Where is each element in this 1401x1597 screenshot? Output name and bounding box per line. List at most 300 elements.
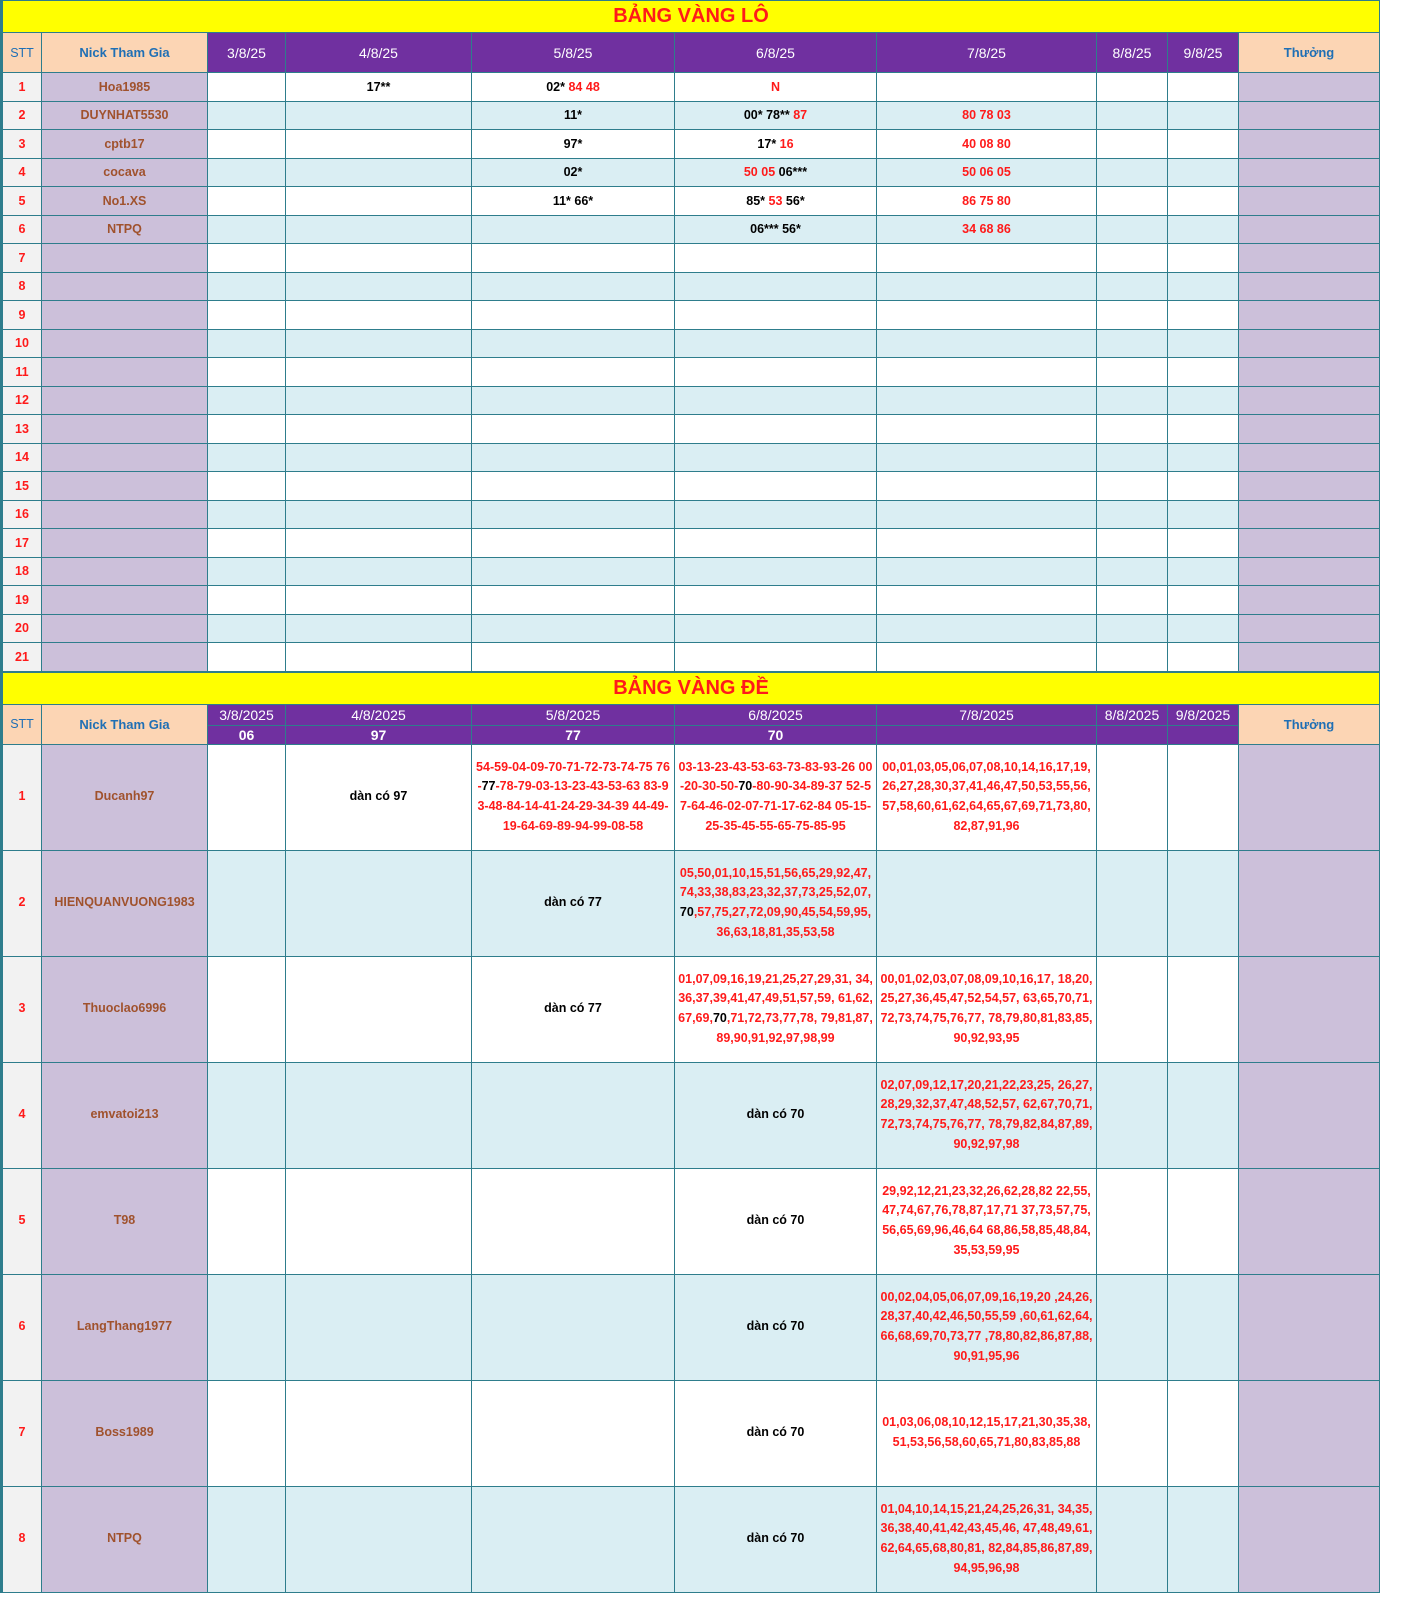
lo-entry-cell[interactable]	[286, 130, 472, 159]
lo-entry-cell[interactable]	[286, 443, 472, 472]
lo-stt-cell[interactable]: 13	[3, 415, 42, 444]
lo-prize-cell[interactable]	[1239, 586, 1380, 615]
de-entry-cell[interactable]	[286, 744, 472, 850]
lo-entry-cell[interactable]	[286, 472, 472, 501]
lo-prize-cell[interactable]	[1239, 472, 1380, 501]
lo-nick-cell[interactable]	[42, 500, 208, 529]
lo-entry-cell[interactable]	[472, 101, 675, 130]
de-entry-cell[interactable]	[1168, 956, 1239, 1062]
de-entry-cell[interactable]	[1168, 1380, 1239, 1486]
lo-entry-cell[interactable]	[675, 415, 877, 444]
lo-entry-cell[interactable]	[286, 529, 472, 558]
lo-stt-cell[interactable]: 8	[3, 272, 42, 301]
de-stt-cell[interactable]: 8	[3, 1486, 42, 1592]
lo-nick-cell[interactable]	[42, 358, 208, 387]
de-prize-cell[interactable]	[1239, 1168, 1380, 1274]
de-result-cell[interactable]	[1168, 725, 1239, 744]
lo-stt-cell[interactable]: 4	[3, 158, 42, 187]
lo-entry-cell[interactable]	[1097, 187, 1168, 216]
de-nick-cell[interactable]: Thuoclao6996	[42, 956, 208, 1062]
lo-entry-cell[interactable]	[1168, 187, 1239, 216]
lo-date-header[interactable]: 5/8/25	[472, 33, 675, 73]
de-result-cell[interactable]	[1097, 725, 1168, 744]
lo-prize-cell[interactable]	[1239, 73, 1380, 102]
de-stt-cell[interactable]: 7	[3, 1380, 42, 1486]
lo-entry-cell[interactable]	[208, 443, 286, 472]
lo-entry-cell[interactable]	[286, 301, 472, 330]
lo-entry-cell[interactable]	[286, 586, 472, 615]
lo-entry-cell[interactable]	[472, 443, 675, 472]
lo-stt-cell[interactable]: 11	[3, 358, 42, 387]
lo-entry-cell[interactable]	[286, 643, 472, 672]
lo-stt-cell[interactable]: 1	[3, 73, 42, 102]
lo-entry-cell[interactable]	[1097, 472, 1168, 501]
lo-entry-cell[interactable]	[1097, 358, 1168, 387]
de-prize-cell[interactable]	[1239, 744, 1380, 850]
lo-entry-cell[interactable]	[1097, 301, 1168, 330]
lo-entry-cell[interactable]	[286, 187, 472, 216]
lo-entry-cell[interactable]	[472, 301, 675, 330]
lo-prize-cell[interactable]	[1239, 301, 1380, 330]
lo-entry-cell[interactable]	[1168, 358, 1239, 387]
lo-entry-cell[interactable]	[208, 358, 286, 387]
lo-entry-cell[interactable]	[472, 215, 675, 244]
lo-nick-cell[interactable]: Hoa1985	[42, 73, 208, 102]
lo-nick-cell[interactable]	[42, 301, 208, 330]
lo-nick-cell[interactable]	[42, 329, 208, 358]
de-nick-cell[interactable]: Ducanh97	[42, 744, 208, 850]
lo-entry-cell[interactable]	[208, 187, 286, 216]
de-result-cell[interactable]: 70	[675, 725, 877, 744]
de-entry-cell[interactable]	[286, 956, 472, 1062]
lo-entry-cell[interactable]	[675, 386, 877, 415]
de-nick-cell[interactable]: LangThang1977	[42, 1274, 208, 1380]
de-entry-cell[interactable]	[877, 1380, 1097, 1486]
de-entry-cell[interactable]	[1168, 850, 1239, 956]
lo-stt-cell[interactable]: 19	[3, 586, 42, 615]
de-entry-cell[interactable]	[286, 1274, 472, 1380]
lo-date-header[interactable]: 7/8/25	[877, 33, 1097, 73]
de-entry-cell[interactable]	[472, 1380, 675, 1486]
lo-entry-cell[interactable]	[1168, 472, 1239, 501]
lo-entry-cell[interactable]	[1097, 329, 1168, 358]
lo-prize-cell[interactable]	[1239, 158, 1380, 187]
lo-entry-cell[interactable]	[472, 643, 675, 672]
lo-entry-cell[interactable]	[286, 557, 472, 586]
de-entry-cell[interactable]	[1097, 850, 1168, 956]
lo-stt-cell[interactable]: 12	[3, 386, 42, 415]
de-entry-cell[interactable]	[208, 1486, 286, 1592]
lo-prize-cell[interactable]	[1239, 557, 1380, 586]
lo-prize-cell[interactable]	[1239, 244, 1380, 273]
lo-entry-cell[interactable]	[877, 415, 1097, 444]
de-entry-cell[interactable]	[472, 1168, 675, 1274]
lo-entry-cell[interactable]	[286, 386, 472, 415]
lo-entry-cell[interactable]	[1097, 586, 1168, 615]
de-entry-cell[interactable]	[877, 1062, 1097, 1168]
lo-nick-cell[interactable]	[42, 529, 208, 558]
lo-entry-cell[interactable]	[1168, 244, 1239, 273]
lo-entry-cell[interactable]	[1168, 329, 1239, 358]
de-entry-cell[interactable]	[675, 850, 877, 956]
lo-entry-cell[interactable]	[877, 443, 1097, 472]
lo-entry-cell[interactable]	[675, 557, 877, 586]
lo-nick-cell[interactable]: cptb17	[42, 130, 208, 159]
lo-entry-cell[interactable]	[675, 500, 877, 529]
lo-entry-cell[interactable]	[208, 529, 286, 558]
lo-entry-cell[interactable]	[675, 614, 877, 643]
lo-entry-cell[interactable]	[472, 130, 675, 159]
de-entry-cell[interactable]	[286, 1168, 472, 1274]
lo-entry-cell[interactable]	[472, 500, 675, 529]
lo-prize-cell[interactable]	[1239, 101, 1380, 130]
lo-entry-cell[interactable]	[675, 529, 877, 558]
lo-entry-cell[interactable]	[877, 529, 1097, 558]
lo-prize-cell[interactable]	[1239, 329, 1380, 358]
lo-entry-cell[interactable]	[208, 101, 286, 130]
de-entry-cell[interactable]	[1168, 1486, 1239, 1592]
lo-nick-cell[interactable]	[42, 415, 208, 444]
lo-stt-header[interactable]: STT	[3, 33, 42, 73]
lo-entry-cell[interactable]	[286, 500, 472, 529]
lo-entry-cell[interactable]	[472, 187, 675, 216]
lo-entry-cell[interactable]	[675, 301, 877, 330]
de-prize-cell[interactable]	[1239, 1380, 1380, 1486]
lo-entry-cell[interactable]	[286, 358, 472, 387]
lo-entry-cell[interactable]	[877, 301, 1097, 330]
lo-date-header[interactable]: 8/8/25	[1097, 33, 1168, 73]
lo-entry-cell[interactable]	[208, 301, 286, 330]
lo-entry-cell[interactable]	[1168, 529, 1239, 558]
lo-prize-cell[interactable]	[1239, 643, 1380, 672]
lo-entry-cell[interactable]	[877, 557, 1097, 586]
lo-entry-cell[interactable]	[208, 244, 286, 273]
de-prize-cell[interactable]	[1239, 850, 1380, 956]
de-stt-cell[interactable]: 6	[3, 1274, 42, 1380]
lo-entry-cell[interactable]	[208, 614, 286, 643]
lo-nick-cell[interactable]	[42, 386, 208, 415]
lo-entry-cell[interactable]	[1097, 130, 1168, 159]
lo-stt-cell[interactable]: 6	[3, 215, 42, 244]
lo-entry-cell[interactable]	[286, 614, 472, 643]
de-entry-cell[interactable]	[286, 1380, 472, 1486]
de-entry-cell[interactable]	[208, 850, 286, 956]
lo-nick-cell[interactable]	[42, 443, 208, 472]
de-entry-cell[interactable]	[675, 744, 877, 850]
lo-entry-cell[interactable]	[286, 101, 472, 130]
lo-entry-cell[interactable]	[877, 215, 1097, 244]
lo-prize-cell[interactable]	[1239, 187, 1380, 216]
lo-entry-cell[interactable]	[877, 272, 1097, 301]
lo-prize-cell[interactable]	[1239, 130, 1380, 159]
de-entry-cell[interactable]	[877, 850, 1097, 956]
lo-entry-cell[interactable]	[208, 130, 286, 159]
lo-entry-cell[interactable]	[675, 130, 877, 159]
lo-entry-cell[interactable]	[1097, 101, 1168, 130]
lo-nick-cell[interactable]	[42, 272, 208, 301]
lo-stt-cell[interactable]: 5	[3, 187, 42, 216]
lo-nick-cell[interactable]	[42, 472, 208, 501]
lo-entry-cell[interactable]	[877, 130, 1097, 159]
lo-entry-cell[interactable]	[208, 472, 286, 501]
lo-stt-cell[interactable]: 10	[3, 329, 42, 358]
de-entry-cell[interactable]	[675, 1486, 877, 1592]
de-stt-cell[interactable]: 2	[3, 850, 42, 956]
lo-entry-cell[interactable]	[1168, 643, 1239, 672]
de-stt-cell[interactable]: 3	[3, 956, 42, 1062]
de-result-cell[interactable]: 97	[286, 725, 472, 744]
de-entry-cell[interactable]	[877, 1486, 1097, 1592]
de-entry-cell[interactable]	[1097, 956, 1168, 1062]
lo-prize-cell[interactable]	[1239, 386, 1380, 415]
de-date-header[interactable]: 8/8/2025	[1097, 704, 1168, 725]
lo-entry-cell[interactable]	[1168, 301, 1239, 330]
lo-entry-cell[interactable]	[208, 329, 286, 358]
lo-entry-cell[interactable]	[1168, 215, 1239, 244]
lo-prize-cell[interactable]	[1239, 529, 1380, 558]
de-entry-cell[interactable]	[877, 1168, 1097, 1274]
lo-entry-cell[interactable]	[472, 386, 675, 415]
de-entry-cell[interactable]	[1168, 744, 1239, 850]
de-entry-cell[interactable]	[472, 850, 675, 956]
lo-entry-cell[interactable]	[877, 472, 1097, 501]
de-stt-cell[interactable]: 1	[3, 744, 42, 850]
de-stt-header[interactable]: STT	[3, 704, 42, 744]
lo-entry-cell[interactable]	[472, 472, 675, 501]
lo-stt-cell[interactable]: 7	[3, 244, 42, 273]
lo-entry-cell[interactable]	[675, 272, 877, 301]
de-entry-cell[interactable]	[472, 744, 675, 850]
de-result-cell[interactable]: 77	[472, 725, 675, 744]
lo-entry-cell[interactable]	[675, 187, 877, 216]
de-stt-cell[interactable]: 5	[3, 1168, 42, 1274]
de-entry-cell[interactable]	[1097, 1380, 1168, 1486]
lo-entry-cell[interactable]	[208, 272, 286, 301]
lo-entry-cell[interactable]	[1097, 643, 1168, 672]
de-entry-cell[interactable]	[675, 1380, 877, 1486]
lo-entry-cell[interactable]	[1168, 557, 1239, 586]
lo-stt-cell[interactable]: 15	[3, 472, 42, 501]
lo-stt-cell[interactable]: 2	[3, 101, 42, 130]
lo-prize-cell[interactable]	[1239, 215, 1380, 244]
de-entry-cell[interactable]	[208, 1062, 286, 1168]
lo-entry-cell[interactable]	[1097, 443, 1168, 472]
de-entry-cell[interactable]	[675, 1062, 877, 1168]
lo-stt-cell[interactable]: 9	[3, 301, 42, 330]
lo-nick-cell[interactable]	[42, 643, 208, 672]
de-nick-cell[interactable]: T98	[42, 1168, 208, 1274]
de-entry-cell[interactable]	[675, 1274, 877, 1380]
de-entry-cell[interactable]	[877, 1274, 1097, 1380]
de-date-header[interactable]: 4/8/2025	[286, 704, 472, 725]
de-entry-cell[interactable]	[1097, 1062, 1168, 1168]
de-entry-cell[interactable]	[208, 1380, 286, 1486]
lo-entry-cell[interactable]	[1097, 386, 1168, 415]
lo-nick-cell[interactable]	[42, 244, 208, 273]
lo-entry-cell[interactable]	[1168, 415, 1239, 444]
lo-entry-cell[interactable]	[877, 101, 1097, 130]
lo-date-header[interactable]: 6/8/25	[675, 33, 877, 73]
lo-entry-cell[interactable]	[472, 415, 675, 444]
de-date-header[interactable]: 7/8/2025	[877, 704, 1097, 725]
de-nick-cell[interactable]: NTPQ	[42, 1486, 208, 1592]
lo-nick-cell[interactable]	[42, 614, 208, 643]
lo-entry-cell[interactable]	[675, 586, 877, 615]
de-prize-cell[interactable]	[1239, 1486, 1380, 1592]
lo-stt-cell[interactable]: 18	[3, 557, 42, 586]
lo-stt-cell[interactable]: 17	[3, 529, 42, 558]
lo-entry-cell[interactable]	[208, 557, 286, 586]
lo-entry-cell[interactable]	[472, 73, 675, 102]
lo-entry-cell[interactable]	[208, 500, 286, 529]
de-date-header[interactable]: 9/8/2025	[1168, 704, 1239, 725]
de-entry-cell[interactable]	[1168, 1274, 1239, 1380]
lo-nick-cell[interactable]: No1.XS	[42, 187, 208, 216]
lo-stt-cell[interactable]: 21	[3, 643, 42, 672]
lo-entry-cell[interactable]	[472, 557, 675, 586]
lo-date-header[interactable]: 4/8/25	[286, 33, 472, 73]
de-nick-cell[interactable]: HIENQUANVUONG1983	[42, 850, 208, 956]
lo-prize-cell[interactable]	[1239, 443, 1380, 472]
lo-nick-cell[interactable]	[42, 586, 208, 615]
de-nick-header[interactable]: Nick Tham Gia	[42, 704, 208, 744]
de-entry-cell[interactable]	[1097, 1274, 1168, 1380]
lo-nick-cell[interactable]: cocava	[42, 158, 208, 187]
de-prize-cell[interactable]	[1239, 956, 1380, 1062]
lo-entry-cell[interactable]	[1168, 443, 1239, 472]
lo-entry-cell[interactable]	[472, 158, 675, 187]
de-entry-cell[interactable]	[1097, 744, 1168, 850]
lo-prize-cell[interactable]	[1239, 272, 1380, 301]
de-entry-cell[interactable]	[1168, 1062, 1239, 1168]
de-entry-cell[interactable]	[472, 1274, 675, 1380]
lo-entry-cell[interactable]	[208, 415, 286, 444]
lo-stt-cell[interactable]: 20	[3, 614, 42, 643]
lo-entry-cell[interactable]	[1097, 529, 1168, 558]
lo-stt-cell[interactable]: 14	[3, 443, 42, 472]
lo-entry-cell[interactable]	[1097, 244, 1168, 273]
lo-entry-cell[interactable]	[472, 358, 675, 387]
lo-stt-cell[interactable]: 3	[3, 130, 42, 159]
lo-entry-cell[interactable]	[472, 614, 675, 643]
lo-entry-cell[interactable]	[877, 614, 1097, 643]
lo-prize-header[interactable]: Thưởng	[1239, 33, 1380, 73]
de-entry-cell[interactable]	[1097, 1168, 1168, 1274]
de-entry-cell[interactable]	[877, 956, 1097, 1062]
de-entry-cell[interactable]	[1097, 1486, 1168, 1592]
lo-prize-cell[interactable]	[1239, 415, 1380, 444]
lo-entry-cell[interactable]	[877, 358, 1097, 387]
de-date-header[interactable]: 5/8/2025	[472, 704, 675, 725]
lo-entry-cell[interactable]	[1097, 158, 1168, 187]
de-entry-cell[interactable]	[286, 1062, 472, 1168]
lo-entry-cell[interactable]	[1097, 272, 1168, 301]
lo-entry-cell[interactable]	[1097, 415, 1168, 444]
lo-entry-cell[interactable]	[286, 329, 472, 358]
de-nick-cell[interactable]: Boss1989	[42, 1380, 208, 1486]
lo-entry-cell[interactable]	[208, 386, 286, 415]
de-entry-cell[interactable]	[208, 956, 286, 1062]
lo-entry-cell[interactable]	[208, 215, 286, 244]
lo-nick-header[interactable]: Nick Tham Gia	[42, 33, 208, 73]
lo-nick-cell[interactable]: NTPQ	[42, 215, 208, 244]
lo-entry-cell[interactable]	[675, 215, 877, 244]
lo-entry-cell[interactable]	[675, 158, 877, 187]
lo-entry-cell[interactable]	[675, 73, 877, 102]
de-prize-header[interactable]: Thưởng	[1239, 704, 1380, 744]
de-entry-cell[interactable]	[208, 1168, 286, 1274]
lo-nick-cell[interactable]	[42, 557, 208, 586]
lo-entry-cell[interactable]	[877, 329, 1097, 358]
lo-entry-cell[interactable]	[877, 244, 1097, 273]
de-entry-cell[interactable]	[675, 1168, 877, 1274]
de-result-cell[interactable]: 06	[208, 725, 286, 744]
lo-entry-cell[interactable]	[877, 386, 1097, 415]
lo-entry-cell[interactable]	[472, 586, 675, 615]
lo-entry-cell[interactable]	[1168, 586, 1239, 615]
lo-entry-cell[interactable]	[1168, 73, 1239, 102]
lo-prize-cell[interactable]	[1239, 500, 1380, 529]
lo-entry-cell[interactable]	[208, 586, 286, 615]
lo-entry-cell[interactable]	[286, 272, 472, 301]
lo-entry-cell[interactable]	[1168, 500, 1239, 529]
lo-entry-cell[interactable]	[286, 244, 472, 273]
lo-entry-cell[interactable]	[877, 500, 1097, 529]
de-prize-cell[interactable]	[1239, 1062, 1380, 1168]
lo-entry-cell[interactable]	[675, 244, 877, 273]
lo-entry-cell[interactable]	[1097, 614, 1168, 643]
lo-nick-cell[interactable]: DUYNHAT5530	[42, 101, 208, 130]
de-entry-cell[interactable]	[472, 1486, 675, 1592]
de-entry-cell[interactable]	[472, 956, 675, 1062]
lo-entry-cell[interactable]	[1168, 130, 1239, 159]
lo-date-header[interactable]: 3/8/25	[208, 33, 286, 73]
lo-entry-cell[interactable]	[877, 73, 1097, 102]
de-entry-cell[interactable]	[1168, 1168, 1239, 1274]
lo-entry-cell[interactable]	[675, 358, 877, 387]
de-entry-cell[interactable]	[208, 744, 286, 850]
lo-entry-cell[interactable]	[1097, 557, 1168, 586]
lo-entry-cell[interactable]	[1168, 614, 1239, 643]
lo-entry-cell[interactable]	[472, 244, 675, 273]
de-stt-cell[interactable]: 4	[3, 1062, 42, 1168]
lo-entry-cell[interactable]	[877, 586, 1097, 615]
lo-entry-cell[interactable]	[1168, 272, 1239, 301]
lo-entry-cell[interactable]	[208, 73, 286, 102]
lo-entry-cell[interactable]	[877, 158, 1097, 187]
lo-entry-cell[interactable]	[1097, 215, 1168, 244]
lo-prize-cell[interactable]	[1239, 614, 1380, 643]
de-entry-cell[interactable]	[472, 1062, 675, 1168]
lo-entry-cell[interactable]	[1168, 101, 1239, 130]
lo-entry-cell[interactable]	[675, 101, 877, 130]
de-nick-cell[interactable]: emvatoi213	[42, 1062, 208, 1168]
de-entry-cell[interactable]	[675, 956, 877, 1062]
de-entry-cell[interactable]	[286, 850, 472, 956]
lo-entry-cell[interactable]	[286, 415, 472, 444]
lo-entry-cell[interactable]	[208, 643, 286, 672]
lo-entry-cell[interactable]	[675, 443, 877, 472]
de-entry-cell[interactable]	[208, 1274, 286, 1380]
lo-date-header[interactable]: 9/8/25	[1168, 33, 1239, 73]
de-result-cell[interactable]	[877, 725, 1097, 744]
lo-entry-cell[interactable]	[286, 158, 472, 187]
lo-entry-cell[interactable]	[1168, 158, 1239, 187]
de-entry-cell[interactable]	[877, 744, 1097, 850]
lo-entry-cell[interactable]	[1097, 500, 1168, 529]
lo-stt-cell[interactable]: 16	[3, 500, 42, 529]
de-entry-cell[interactable]	[286, 1486, 472, 1592]
